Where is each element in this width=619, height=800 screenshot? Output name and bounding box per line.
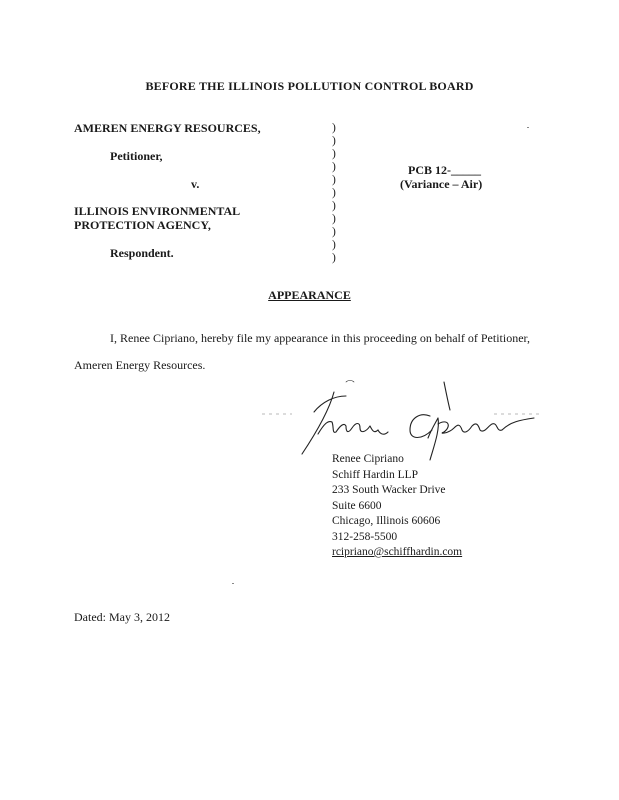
case-number: PCB 12-_____ bbox=[408, 163, 481, 177]
versus: v. bbox=[191, 177, 200, 191]
petitioner-label: Petitioner, bbox=[110, 149, 163, 163]
paren: ) bbox=[332, 135, 336, 147]
respondent-name-line2: PROTECTION AGENCY, bbox=[74, 218, 211, 232]
respondent-label: Respondent. bbox=[110, 246, 174, 260]
phone-number: 312-258-5500 bbox=[332, 530, 398, 543]
petitioner-name: AMEREN ENERGY RESOURCES, bbox=[74, 121, 261, 135]
dated-line: Dated: May 3, 2012 bbox=[74, 610, 170, 624]
suite: Suite 6600 bbox=[332, 499, 382, 512]
paren: ) bbox=[332, 122, 336, 134]
scan-speck bbox=[232, 583, 234, 584]
handwritten-signature bbox=[262, 372, 542, 462]
attorney-name: Renee Cipriano bbox=[332, 453, 404, 465]
email-link[interactable]: rcipriano@schiffhardin.com bbox=[332, 546, 463, 558]
paren: ) bbox=[332, 226, 336, 238]
paren: ) bbox=[332, 200, 336, 212]
scan-speck bbox=[527, 127, 529, 128]
case-type: (Variance – Air) bbox=[400, 177, 483, 191]
respondent-name-line1: ILLINOIS ENVIRONMENTAL bbox=[74, 204, 241, 218]
paren: ) bbox=[332, 252, 336, 264]
body-line-1: I, Renee Cipriano, hereby file my appearance in this proceeding on behalf of Petitioner, bbox=[110, 331, 531, 345]
paren: ) bbox=[332, 174, 336, 186]
paren: ) bbox=[332, 187, 336, 199]
paren: ) bbox=[332, 161, 336, 173]
section-heading: APPEARANCE bbox=[268, 288, 351, 302]
paren: ) bbox=[332, 213, 336, 225]
signature-block bbox=[332, 452, 462, 561]
street-address: 233 South Wacker Drive bbox=[332, 484, 446, 496]
paren: ) bbox=[332, 148, 336, 160]
document-title: BEFORE THE ILLINOIS POLLUTION CONTROL BOARD bbox=[145, 79, 474, 93]
city-state-zip: Chicago, Illinois 60606 bbox=[332, 515, 441, 527]
body-line-2: Ameren Energy Resources. bbox=[74, 358, 206, 372]
law-firm: Schiff Hardin LLP bbox=[332, 468, 419, 481]
caption-parentheses bbox=[332, 122, 336, 265]
paren: ) bbox=[332, 239, 336, 251]
